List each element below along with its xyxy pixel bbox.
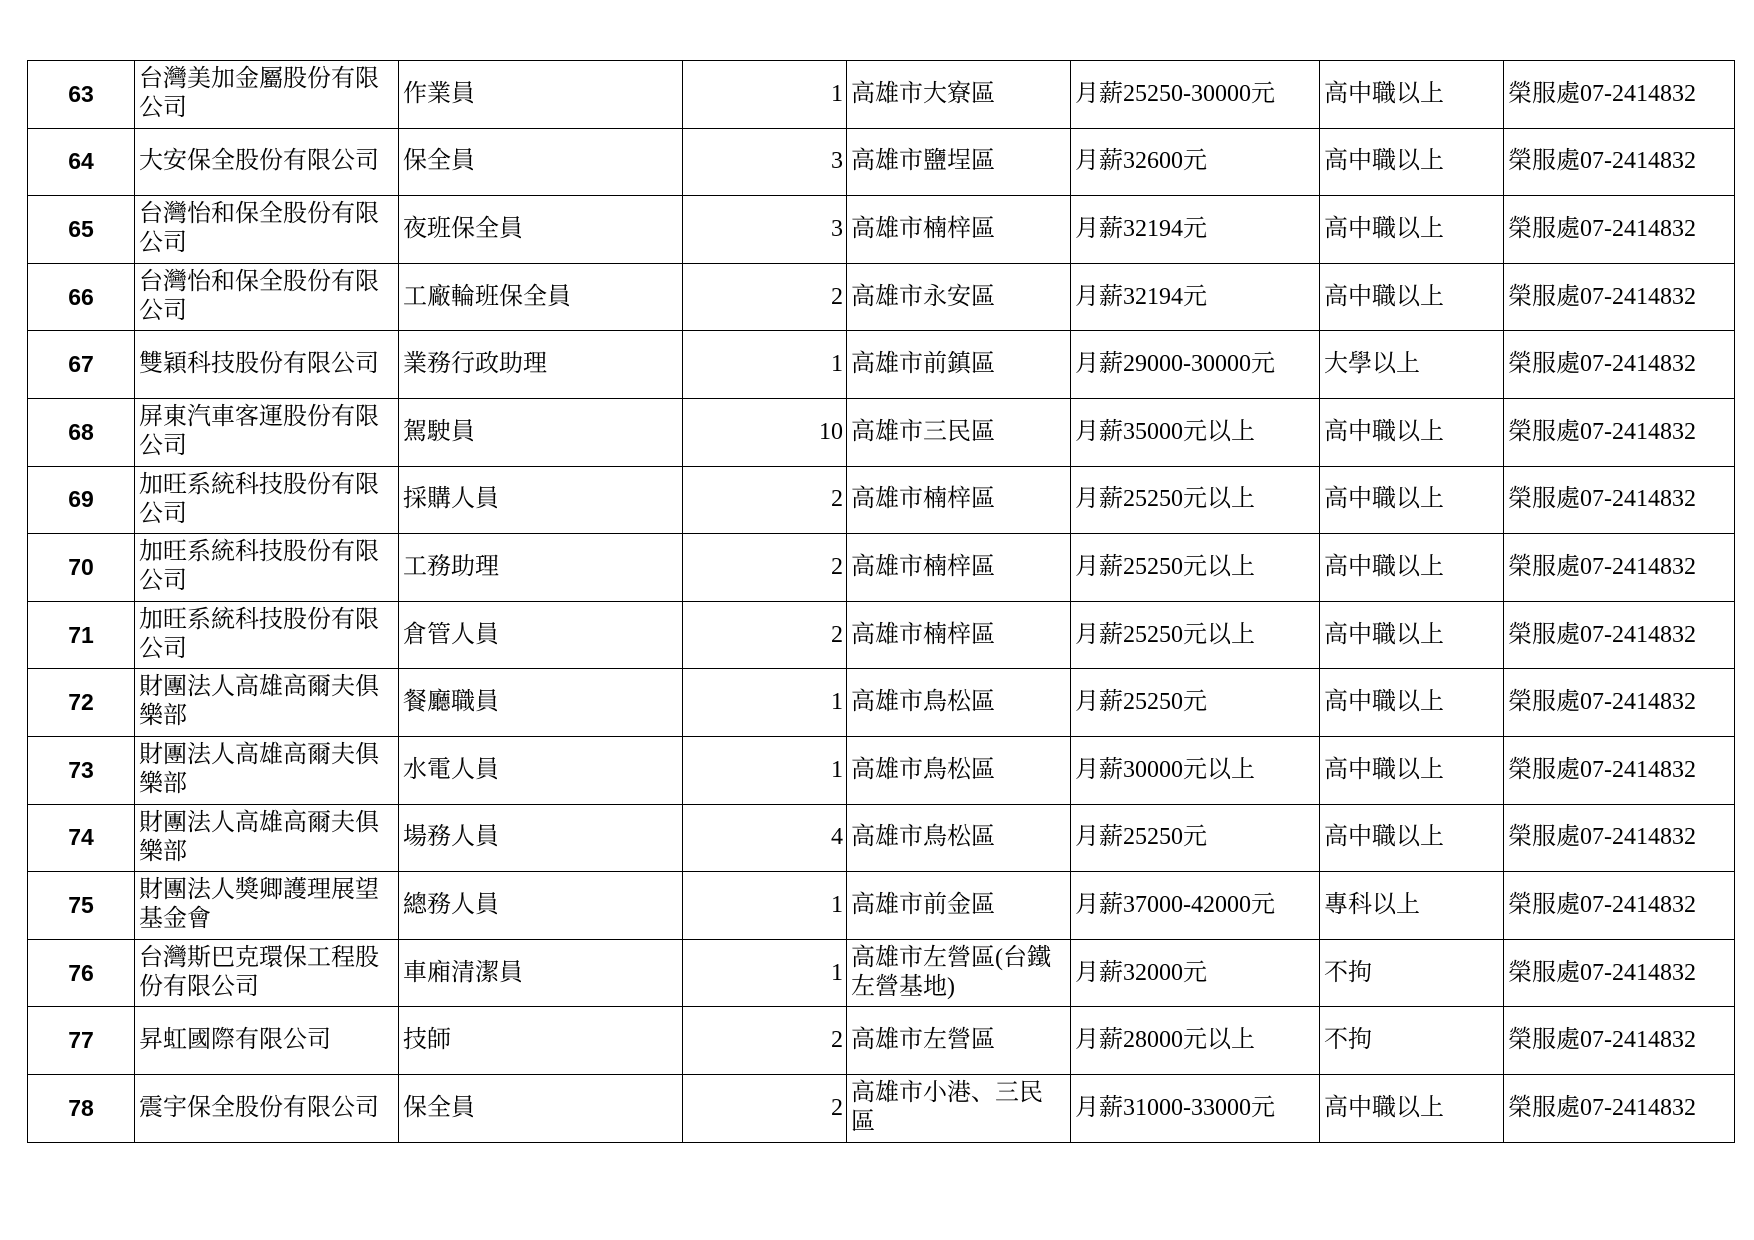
row-number: 72 [28, 669, 135, 737]
row-number: 74 [28, 804, 135, 872]
opening-count: 2 [683, 263, 847, 331]
work-location: 高雄市前金區 [847, 872, 1071, 940]
job-position: 保全員 [399, 1074, 683, 1142]
salary: 月薪25250元以上 [1071, 534, 1320, 602]
work-location: 高雄市鳥松區 [847, 669, 1071, 737]
salary: 月薪32000元 [1071, 939, 1320, 1007]
table-row [28, 61, 1735, 129]
job-position: 場務人員 [399, 804, 683, 872]
company-name: 財團法人高雄高爾夫俱樂部 [135, 804, 399, 872]
table-row [28, 398, 1735, 466]
contact-info: 榮服處07-2414832 [1504, 128, 1735, 196]
education-requirement: 不拘 [1320, 1007, 1504, 1075]
company-name: 加旺系統科技股份有限公司 [135, 466, 399, 534]
job-position: 作業員 [399, 61, 683, 129]
opening-count: 1 [683, 331, 847, 399]
opening-count: 2 [683, 466, 847, 534]
work-location: 高雄市楠梓區 [847, 534, 1071, 602]
company-name: 加旺系統科技股份有限公司 [135, 534, 399, 602]
table-row [28, 804, 1735, 872]
salary: 月薪32600元 [1071, 128, 1320, 196]
opening-count: 3 [683, 196, 847, 264]
job-position: 水電人員 [399, 736, 683, 804]
job-position: 車廂清潔員 [399, 939, 683, 1007]
salary: 月薪35000元以上 [1071, 398, 1320, 466]
row-number: 65 [28, 196, 135, 264]
salary: 月薪25250-30000元 [1071, 61, 1320, 129]
contact-info: 榮服處07-2414832 [1504, 736, 1735, 804]
work-location: 高雄市左營區(台鐵左營基地) [847, 939, 1071, 1007]
company-name: 台灣斯巴克環保工程股份有限公司 [135, 939, 399, 1007]
table-row [28, 872, 1735, 940]
work-location: 高雄市小港、三民區 [847, 1074, 1071, 1142]
opening-count: 4 [683, 804, 847, 872]
row-number: 64 [28, 128, 135, 196]
salary: 月薪25250元以上 [1071, 466, 1320, 534]
company-name: 雙穎科技股份有限公司 [135, 331, 399, 399]
company-name: 台灣美加金屬股份有限公司 [135, 61, 399, 129]
company-name: 財團法人高雄高爾夫俱樂部 [135, 669, 399, 737]
row-number: 67 [28, 331, 135, 399]
contact-info: 榮服處07-2414832 [1504, 331, 1735, 399]
education-requirement: 高中職以上 [1320, 669, 1504, 737]
company-name: 財團法人獎卿護理展望基金會 [135, 872, 399, 940]
table-row [28, 466, 1735, 534]
education-requirement: 高中職以上 [1320, 128, 1504, 196]
job-position: 總務人員 [399, 872, 683, 940]
company-name: 大安保全股份有限公司 [135, 128, 399, 196]
table-row [28, 331, 1735, 399]
opening-count: 1 [683, 61, 847, 129]
education-requirement: 高中職以上 [1320, 466, 1504, 534]
salary: 月薪28000元以上 [1071, 1007, 1320, 1075]
company-name: 加旺系統科技股份有限公司 [135, 601, 399, 669]
salary: 月薪32194元 [1071, 263, 1320, 331]
row-number: 76 [28, 939, 135, 1007]
table-row [28, 196, 1735, 264]
company-name: 屏東汽車客運股份有限公司 [135, 398, 399, 466]
contact-info: 榮服處07-2414832 [1504, 61, 1735, 129]
contact-info: 榮服處07-2414832 [1504, 804, 1735, 872]
education-requirement: 大學以上 [1320, 331, 1504, 399]
row-number: 68 [28, 398, 135, 466]
opening-count: 1 [683, 872, 847, 940]
job-position: 工廠輪班保全員 [399, 263, 683, 331]
work-location: 高雄市鹽埕區 [847, 128, 1071, 196]
salary: 月薪37000-42000元 [1071, 872, 1320, 940]
opening-count: 2 [683, 1074, 847, 1142]
job-position: 技師 [399, 1007, 683, 1075]
job-position: 業務行政助理 [399, 331, 683, 399]
table-row [28, 534, 1735, 602]
company-name: 震宇保全股份有限公司 [135, 1074, 399, 1142]
contact-info: 榮服處07-2414832 [1504, 398, 1735, 466]
education-requirement: 高中職以上 [1320, 61, 1504, 129]
company-name: 台灣怡和保全股份有限公司 [135, 196, 399, 264]
table-row [28, 736, 1735, 804]
work-location: 高雄市左營區 [847, 1007, 1071, 1075]
education-requirement: 高中職以上 [1320, 196, 1504, 264]
job-position: 倉管人員 [399, 601, 683, 669]
work-location: 高雄市楠梓區 [847, 466, 1071, 534]
table-row [28, 1007, 1735, 1075]
opening-count: 1 [683, 669, 847, 737]
education-requirement: 高中職以上 [1320, 1074, 1504, 1142]
job-position: 工務助理 [399, 534, 683, 602]
table-row [28, 128, 1735, 196]
opening-count: 1 [683, 736, 847, 804]
row-number: 75 [28, 872, 135, 940]
job-position: 採購人員 [399, 466, 683, 534]
row-number: 69 [28, 466, 135, 534]
education-requirement: 高中職以上 [1320, 804, 1504, 872]
contact-info: 榮服處07-2414832 [1504, 1074, 1735, 1142]
row-number: 66 [28, 263, 135, 331]
opening-count: 2 [683, 534, 847, 602]
row-number: 71 [28, 601, 135, 669]
job-position: 餐廳職員 [399, 669, 683, 737]
job-position: 駕駛員 [399, 398, 683, 466]
work-location: 高雄市永安區 [847, 263, 1071, 331]
education-requirement: 高中職以上 [1320, 263, 1504, 331]
table-body [28, 61, 1735, 1143]
opening-count: 2 [683, 601, 847, 669]
row-number: 63 [28, 61, 135, 129]
job-position: 夜班保全員 [399, 196, 683, 264]
opening-count: 10 [683, 398, 847, 466]
salary: 月薪25250元 [1071, 804, 1320, 872]
job-position: 保全員 [399, 128, 683, 196]
salary: 月薪30000元以上 [1071, 736, 1320, 804]
table-row [28, 669, 1735, 737]
education-requirement: 專科以上 [1320, 872, 1504, 940]
contact-info: 榮服處07-2414832 [1504, 872, 1735, 940]
work-location: 高雄市大寮區 [847, 61, 1071, 129]
contact-info: 榮服處07-2414832 [1504, 669, 1735, 737]
table-row [28, 1074, 1735, 1142]
contact-info: 榮服處07-2414832 [1504, 1007, 1735, 1075]
contact-info: 榮服處07-2414832 [1504, 939, 1735, 1007]
contact-info: 榮服處07-2414832 [1504, 466, 1735, 534]
work-location: 高雄市三民區 [847, 398, 1071, 466]
job-listing-table [27, 60, 1735, 1143]
salary: 月薪32194元 [1071, 196, 1320, 264]
salary: 月薪25250元以上 [1071, 601, 1320, 669]
company-name: 財團法人高雄高爾夫俱樂部 [135, 736, 399, 804]
contact-info: 榮服處07-2414832 [1504, 263, 1735, 331]
salary: 月薪31000-33000元 [1071, 1074, 1320, 1142]
education-requirement: 高中職以上 [1320, 534, 1504, 602]
work-location: 高雄市鳥松區 [847, 736, 1071, 804]
contact-info: 榮服處07-2414832 [1504, 534, 1735, 602]
education-requirement: 高中職以上 [1320, 398, 1504, 466]
education-requirement: 高中職以上 [1320, 601, 1504, 669]
contact-info: 榮服處07-2414832 [1504, 601, 1735, 669]
work-location: 高雄市前鎮區 [847, 331, 1071, 399]
salary: 月薪25250元 [1071, 669, 1320, 737]
row-number: 77 [28, 1007, 135, 1075]
table-row [28, 939, 1735, 1007]
row-number: 73 [28, 736, 135, 804]
company-name: 昇虹國際有限公司 [135, 1007, 399, 1075]
table-row [28, 601, 1735, 669]
education-requirement: 高中職以上 [1320, 736, 1504, 804]
work-location: 高雄市楠梓區 [847, 196, 1071, 264]
table-row [28, 263, 1735, 331]
salary: 月薪29000-30000元 [1071, 331, 1320, 399]
opening-count: 1 [683, 939, 847, 1007]
work-location: 高雄市鳥松區 [847, 804, 1071, 872]
contact-info: 榮服處07-2414832 [1504, 196, 1735, 264]
opening-count: 2 [683, 1007, 847, 1075]
work-location: 高雄市楠梓區 [847, 601, 1071, 669]
row-number: 78 [28, 1074, 135, 1142]
opening-count: 3 [683, 128, 847, 196]
education-requirement: 不拘 [1320, 939, 1504, 1007]
company-name: 台灣怡和保全股份有限公司 [135, 263, 399, 331]
row-number: 70 [28, 534, 135, 602]
